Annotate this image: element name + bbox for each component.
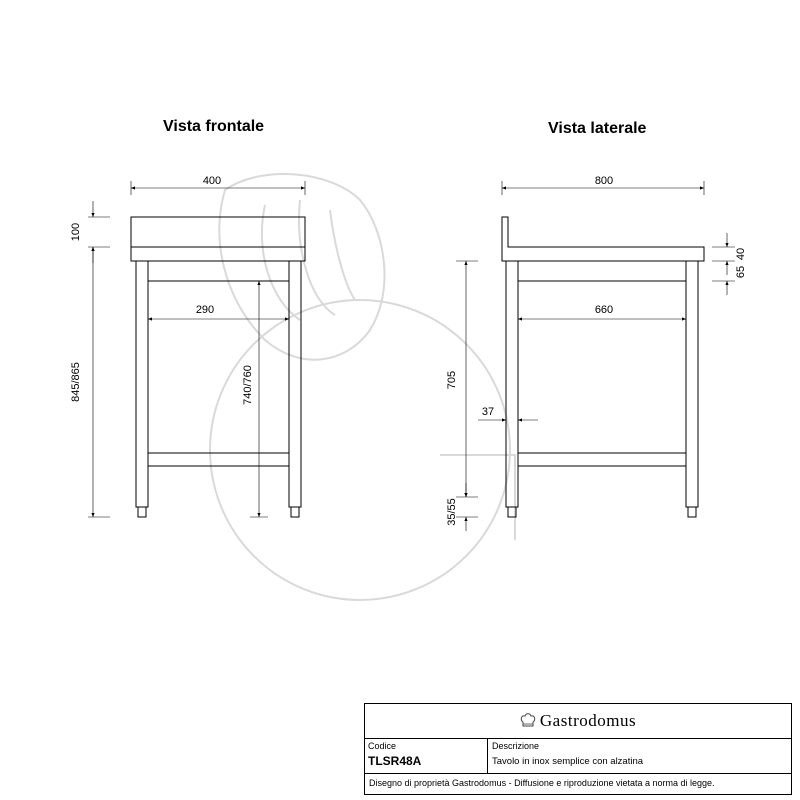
- chef-hat-icon: [520, 712, 536, 730]
- front-worktop: [131, 247, 305, 261]
- front-right-foot: [291, 507, 299, 517]
- product-code: TLSR48A: [368, 754, 422, 768]
- front-right-leg: [289, 261, 301, 507]
- side-view: [446, 175, 747, 531]
- side-rear-leg: [686, 261, 698, 507]
- title-block-info-row: [365, 738, 791, 774]
- dim-side-65: 65: [734, 265, 747, 279]
- front-undershelf: [148, 453, 289, 466]
- description-label: Descrizione: [492, 741, 540, 751]
- dim-side-40: 40: [734, 247, 747, 261]
- side-view-title: Vista laterale: [548, 120, 647, 137]
- front-left-leg: [136, 261, 148, 507]
- description-cell: [488, 739, 791, 777]
- side-rear-foot: [688, 507, 696, 517]
- front-view-title: Vista frontale: [163, 118, 265, 135]
- front-view: [70, 175, 305, 517]
- dim-front-backsplash: 100: [69, 222, 82, 242]
- dim-front-inner-width: 290: [195, 304, 215, 316]
- dim-front-inner-height: 740/760: [241, 365, 254, 405]
- side-worktop: [502, 217, 704, 261]
- front-backsplash: [131, 217, 305, 247]
- watermark-logo: [210, 174, 515, 600]
- dim-front-width: 400: [202, 175, 222, 187]
- dim-front-total-height: 845/865: [69, 362, 82, 402]
- side-undershelf: [518, 453, 686, 466]
- front-left-foot: [138, 507, 146, 517]
- title-block: [364, 703, 792, 795]
- product-description: Tavolo in inox semplice con alzatina: [492, 756, 644, 767]
- code-cell: [365, 739, 488, 773]
- copyright-notice: Disegno di proprietà Gastrodomus - Diffusione e riproduzione vietata a norma di legge.: [369, 778, 715, 788]
- dim-side-depth: 800: [594, 175, 614, 187]
- brand-name: Gastrodomus: [539, 711, 637, 730]
- dim-side-foot: 35/55: [445, 498, 458, 526]
- dim-side-leg: 37: [481, 406, 495, 418]
- brand-logo: [365, 704, 791, 738]
- dim-side-705: 705: [445, 370, 458, 390]
- dim-side-inner-depth: 660: [594, 304, 614, 316]
- code-label: Codice: [368, 741, 397, 751]
